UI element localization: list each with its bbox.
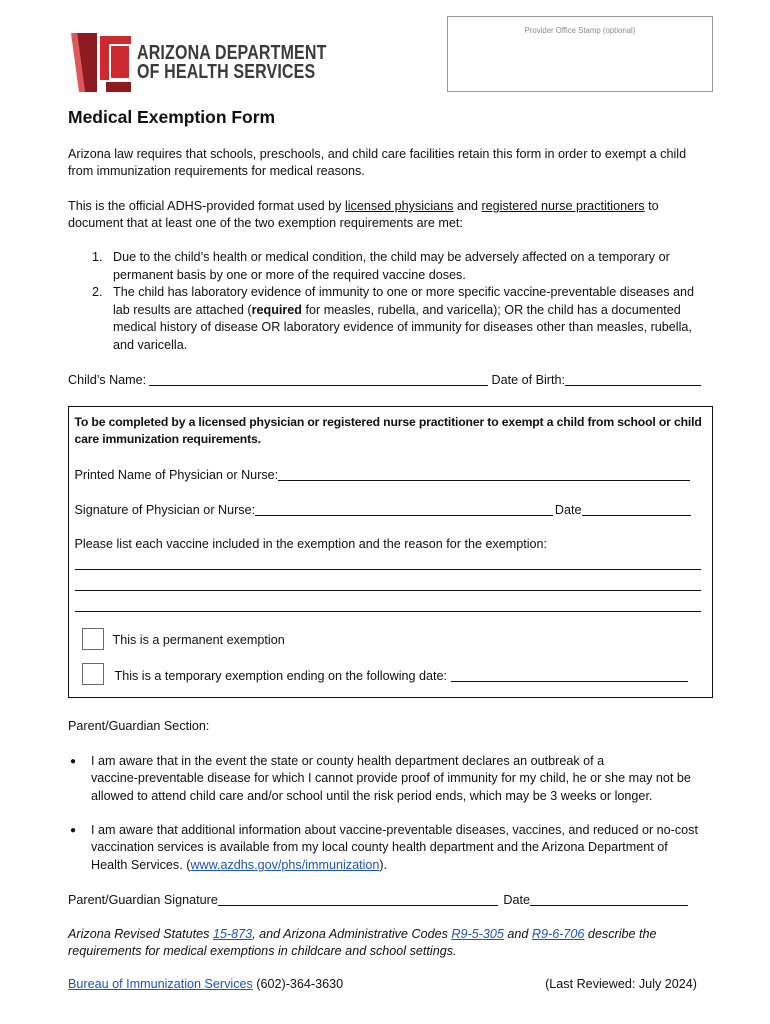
vaccine-list-blank-line: [75, 590, 701, 591]
permanent-exemption-checkbox[interactable]: [82, 628, 104, 650]
intro-paragraph-2-line-1: [68, 198, 659, 215]
legal-text: and: [503, 927, 532, 941]
printed-name-line: [75, 466, 690, 484]
intro-text: This is the official ADHS-provided format used by: [68, 199, 345, 213]
printed-name-label: Printed Name of Physician or Nurse:: [74, 467, 279, 482]
physician-section-box: [68, 406, 713, 698]
child-name-blank: [149, 373, 487, 386]
footer-phone: (602)-364-3630: [252, 977, 344, 991]
statute-15-873-link[interactable]: 15-873: [212, 927, 253, 941]
logo-bottom-bar: [106, 82, 131, 92]
statement-2-line-2: vaccination services is available from my local county health department and the Arizona Department of: [91, 840, 668, 854]
intro-paragraph-1-line-1: Arizona law requires that schools, preschools, and child care facilities retain this form in order to exempt a child: [68, 147, 687, 161]
requirement-2-line-4: and varicella.: [113, 338, 188, 352]
statement-text: ).: [379, 858, 388, 872]
permanent-exemption-label: This is a permanent exemption: [112, 632, 285, 647]
statement-text: Health Services. (: [91, 858, 191, 872]
intro-text: and: [453, 199, 482, 213]
logo-text-line-2: OF HEALTH SERVICES: [137, 61, 316, 83]
statement-1-line-1: I am aware that in the event the state or county health department declares an outbreak of a: [91, 754, 605, 768]
temporary-exemption-line: [115, 667, 688, 685]
parent-date-label: Date: [503, 893, 530, 907]
vaccine-list-prompt: Please list each vaccine included in the exemption and the reason for the exemption:: [74, 536, 548, 551]
intro-paragraph-1-line-2: from immunization requirements for medical reasons.: [68, 164, 365, 178]
requirement-text: lab results are attached (: [113, 303, 252, 317]
adhs-logo-mark: [68, 30, 134, 94]
legal-note-line-2: requirements for medical exemptions in childcare and school settings.: [68, 944, 457, 958]
requirement-2-line-3: medical history of disease OR laboratory evidence of immunity for diseases other than measles, rubella,: [113, 320, 692, 334]
printed-name-blank: [278, 468, 689, 481]
temporary-exemption-label: This is a temporary exemption ending on the following date:: [114, 668, 448, 683]
bullet-icon: ●: [70, 756, 77, 767]
physician-date-blank: [582, 503, 691, 516]
physician-date-label: Date: [554, 502, 582, 517]
temporary-exemption-checkbox[interactable]: [82, 663, 104, 685]
required-emphasis: required: [251, 303, 302, 317]
parent-signature-blank: [218, 893, 499, 906]
legal-text: Arizona Revised Statutes: [68, 927, 213, 941]
list-number: 1.: [92, 250, 103, 264]
parent-section-heading: Parent/Guardian Section:: [68, 719, 210, 733]
requirement-1-line-2: permanent basis by one or more of the required vaccine doses.: [113, 268, 466, 282]
code-r9-6-706-link[interactable]: R9-6-706: [531, 927, 585, 941]
intro-paragraph-2-line-2: document that at least one of the two exemption requirements are met:: [68, 216, 463, 230]
physician-signature-blank: [255, 503, 553, 516]
bureau-of-immunization-link[interactable]: Bureau of Immunization Services: [68, 977, 253, 991]
child-info-line: [68, 371, 701, 389]
requirement-2-line-1: The child has laboratory evidence of immunity to one or more specific vaccine-preventable diseases and: [113, 285, 695, 299]
vaccine-list-blank-line: [75, 611, 701, 612]
code-r9-5-305-link[interactable]: R9-5-305: [451, 927, 504, 941]
list-number: 2.: [92, 285, 103, 299]
provider-stamp-box: [447, 16, 713, 92]
bullet-icon: ●: [70, 825, 77, 836]
parent-signature-label: Parent/Guardian Signature: [68, 893, 218, 907]
statement-1-line-3: allowed to attend child care and/or school until the risk period ends, which may be 3 weeks or longer.: [91, 789, 653, 803]
legal-note-line-1: [68, 926, 657, 943]
page-title: Medical Exemption Form: [68, 107, 276, 127]
intro-text: to: [644, 199, 659, 213]
legal-text: , and Arizona Administrative Codes: [252, 927, 452, 941]
requirement-2-line-2: [113, 302, 681, 319]
provider-stamp-label: Provider Office Stamp (optional): [524, 26, 636, 35]
physician-section-heading-line-1: To be completed by a licensed physician or registered nurse practitioner to exempt a child from school or child: [74, 414, 702, 429]
immunization-website-link[interactable]: www.azdhs.gov/phs/immunization: [190, 858, 380, 872]
date-of-birth-label: Date of Birth:: [491, 373, 565, 387]
licensed-physicians-term: licensed physicians: [344, 199, 454, 213]
parent-date-blank: [530, 893, 688, 906]
statement-1-line-2: vaccine-preventable disease for which I cannot provide proof of immunity for my child, he or she may not be: [91, 771, 691, 785]
physician-signature-line: [75, 501, 691, 519]
requirement-1-line-1: Due to the child’s health or medical condition, the child may be adversely affected on a temporary or: [113, 250, 670, 264]
vaccine-list-blank-line: [75, 569, 701, 570]
date-of-birth-blank: [565, 373, 701, 386]
registered-nurse-practitioners-term: registered nurse practitioners: [481, 199, 645, 213]
child-name-label: Child’s Name:: [68, 373, 147, 387]
requirement-text: for measles, rubella, and varicella); OR the child has a documented: [302, 303, 681, 317]
logo-text-line-1: ARIZONA DEPARTMENT: [137, 42, 327, 64]
physician-signature-label: Signature of Physician or Nurse:: [74, 502, 256, 517]
last-reviewed-date: (Last Reviewed: July 2024): [545, 977, 697, 991]
parent-signature-line: [68, 891, 688, 909]
physician-section-heading-line-2: care immunization requirements.: [74, 431, 261, 446]
statement-2-line-1: I am aware that additional information about vaccine-preventable diseases, vaccines, and reduced or no-cost: [91, 823, 698, 837]
statement-2-line-3: [91, 857, 387, 874]
footer-contact: [68, 976, 343, 993]
logo-red-panel: [100, 36, 131, 80]
temporary-exemption-date-blank: [451, 669, 687, 682]
legal-text: describe the: [584, 927, 657, 941]
